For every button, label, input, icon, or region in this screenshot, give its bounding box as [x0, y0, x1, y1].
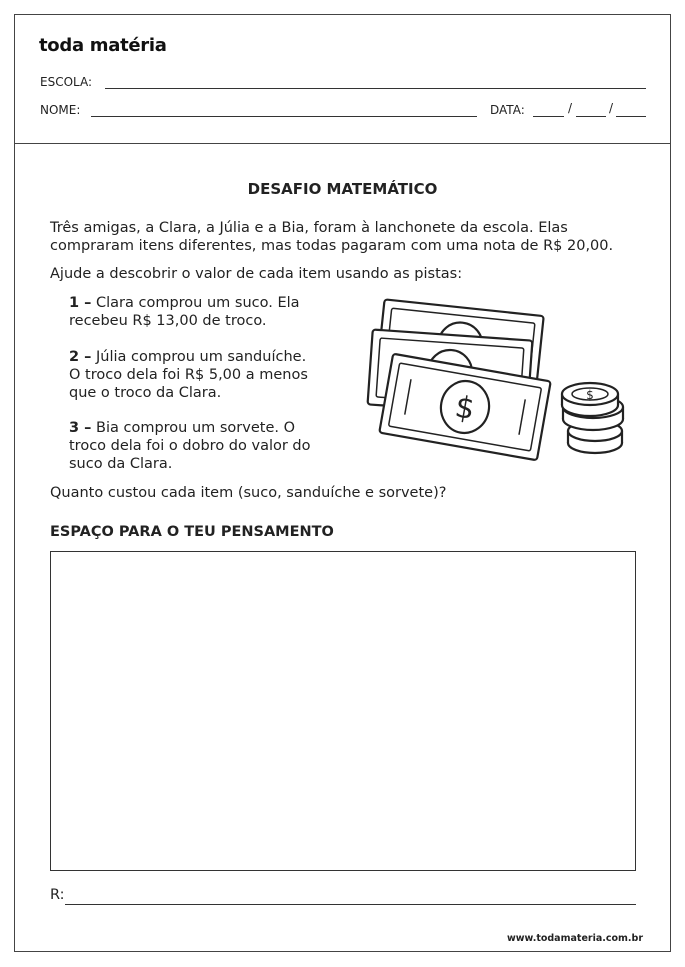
thinking-section-title: ESPAÇO PARA O TEU PENSAMENTO	[50, 524, 334, 540]
intro-line-1: Três amigas, a Clara, a Júlia e a Bia, foram à lanchonete da escola. Elas	[50, 220, 568, 236]
name-label: NOME:	[40, 103, 81, 117]
money-illustration	[355, 297, 630, 471]
clue-1-line-1: Clara comprou um suco. Ela	[96, 295, 300, 311]
date-day-field[interactable]	[533, 116, 564, 117]
worksheet-page	[14, 14, 671, 952]
header-divider	[15, 143, 670, 144]
date-year-field[interactable]	[616, 116, 646, 117]
school-field[interactable]	[105, 88, 646, 89]
coins-stack-icon	[562, 383, 623, 453]
clue-1	[69, 294, 339, 330]
clue-2-line-2: O troco dela foi R$ 5,00 a menos	[69, 367, 308, 383]
intro-line-2: compraram itens diferentes, mas todas pagaram com uma nota de R$ 20,00.	[50, 238, 614, 254]
clue-1-number: 1 –	[69, 295, 92, 311]
footer-website: www.todamateria.com.br	[506, 933, 643, 944]
name-field[interactable]	[91, 116, 477, 117]
date-separator-2: /	[609, 101, 614, 115]
date-month-field[interactable]	[576, 116, 606, 117]
banknotes-icon	[355, 297, 630, 467]
thinking-space-box[interactable]	[50, 551, 636, 871]
clue-3-line-3: suco da Clara.	[69, 456, 173, 472]
brand-logo: toda matéria	[39, 35, 167, 56]
clue-3	[69, 419, 339, 473]
school-label: ESCOLA:	[40, 75, 93, 89]
clue-2-line-3: que o troco da Clara.	[69, 385, 222, 401]
coin-currency-symbol: $	[586, 388, 594, 402]
answer-field[interactable]	[65, 904, 636, 905]
clue-2	[69, 348, 339, 402]
clue-3-line-1: Bia comprou um sorvete. O	[96, 420, 296, 436]
worksheet-title: DESAFIO MATEMÁTICO	[247, 180, 438, 198]
instruction-text: Ajude a descobrir o valor de cada item usando as pistas:	[50, 266, 463, 282]
clue-2-number: 2 –	[69, 349, 92, 365]
answer-label: R:	[50, 887, 65, 903]
clue-3-number: 3 –	[69, 420, 92, 436]
clue-3-line-2: troco dela foi o dobro do valor do	[69, 438, 311, 454]
date-label: DATA:	[490, 103, 525, 117]
clue-1-line-2: recebeu R$ 13,00 de troco.	[69, 313, 267, 329]
question-text: Quanto custou cada item (suco, sanduíche e sorvete)?	[50, 485, 447, 501]
clue-2-line-1: Júlia comprou um sanduíche.	[96, 349, 307, 365]
banknote-currency-symbol: $	[452, 389, 478, 428]
date-separator-1: /	[568, 101, 573, 115]
